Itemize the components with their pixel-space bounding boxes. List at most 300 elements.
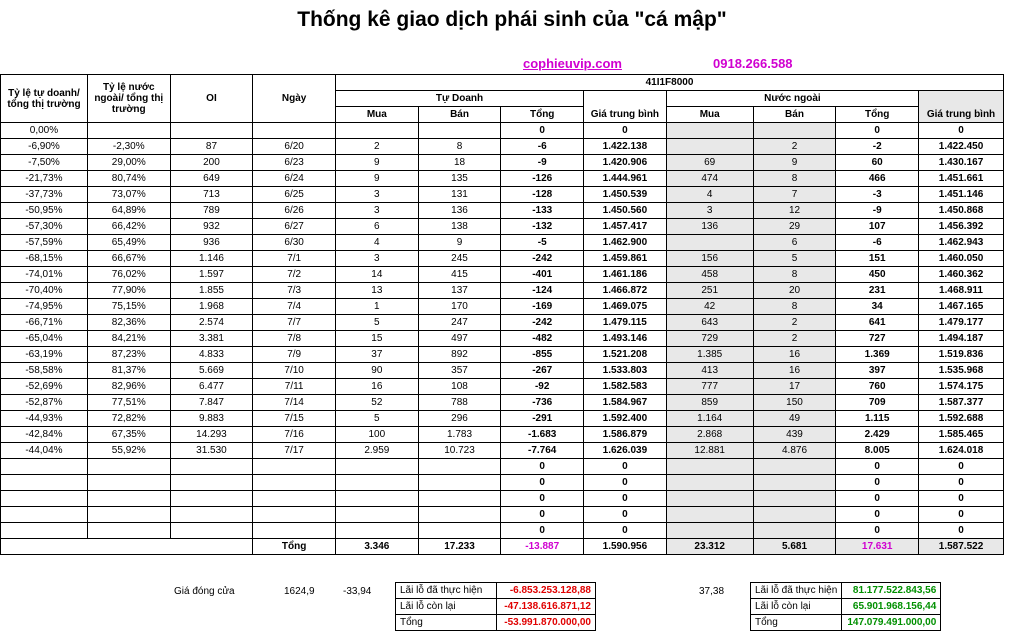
website-link[interactable]: cophieuvip.com <box>523 56 622 71</box>
cell-nn-tong: -2 <box>836 139 919 155</box>
cell-nn-ratio <box>87 523 170 539</box>
cell-nn-gia: 1.430.167 <box>919 155 1004 171</box>
cell-td-gia: 1.479.115 <box>584 315 667 331</box>
cell-td-gia: 0 <box>584 507 667 523</box>
cell-nn-ratio: 80,74% <box>87 171 170 187</box>
cell-nn-ratio: 55,92% <box>87 443 170 459</box>
trading-table <box>0 74 1004 555</box>
cell-nn-ban: 2 <box>753 315 836 331</box>
cell-td-gia: 1.586.879 <box>584 427 667 443</box>
cell-td-tong: -124 <box>501 283 584 299</box>
table-row <box>1 251 1004 267</box>
table-row <box>1 187 1004 203</box>
table-row <box>1 219 1004 235</box>
cell-oi <box>170 507 253 523</box>
cell-nn-ban <box>753 459 836 475</box>
nn-remaining-label: Lãi lỗ còn lại <box>751 599 842 615</box>
cell-oi <box>170 491 253 507</box>
cell-td-ban: 131 <box>418 187 501 203</box>
cell-td-gia: 0 <box>584 523 667 539</box>
cell-date: 7/14 <box>253 395 336 411</box>
table-row <box>1 123 1004 139</box>
header-nn-gia: Giá trung bình <box>919 107 1004 123</box>
cell-td-tong: -291 <box>501 411 584 427</box>
cell-nn-tong: 1.369 <box>836 347 919 363</box>
td-pnl-table <box>395 582 596 631</box>
cell-nn-ratio: 66,67% <box>87 251 170 267</box>
table-row <box>1 171 1004 187</box>
cell-oi: 2.574 <box>170 315 253 331</box>
td-diff: -33,94 <box>343 586 372 597</box>
cell-td-ratio: -42,84% <box>1 427 88 443</box>
cell-nn-mua: 156 <box>666 251 753 267</box>
header-nn-tong: Tổng <box>836 107 919 123</box>
cell-nn-ban: 439 <box>753 427 836 443</box>
cell-nn-tong: 34 <box>836 299 919 315</box>
cell-td-gia: 1.469.075 <box>584 299 667 315</box>
cell-td-mua: 90 <box>335 363 418 379</box>
cell-nn-mua: 1.385 <box>666 347 753 363</box>
table-row <box>1 523 1004 539</box>
cell-nn-gia: 0 <box>919 523 1004 539</box>
cell-td-tong: -169 <box>501 299 584 315</box>
cell-nn-ban: 8 <box>753 267 836 283</box>
table-row <box>1 331 1004 347</box>
cell-td-mua <box>335 507 418 523</box>
cell-td-tong: -401 <box>501 267 584 283</box>
cell-nn-ratio <box>87 475 170 491</box>
cell-nn-gia: 1.535.968 <box>919 363 1004 379</box>
cell-td-ban: 108 <box>418 379 501 395</box>
cell-td-mua: 37 <box>335 347 418 363</box>
cell-oi: 1.597 <box>170 267 253 283</box>
cell-date <box>253 123 336 139</box>
td-remaining-value: -47.138.616.871,12 <box>497 599 596 615</box>
cell-date: 7/2 <box>253 267 336 283</box>
cell-date: 7/15 <box>253 411 336 427</box>
cell-td-ban: 170 <box>418 299 501 315</box>
header-group-tu-doanh: Tự Doanh <box>335 91 583 107</box>
cell-nn-tong: 60 <box>836 155 919 171</box>
cell-oi: 1.855 <box>170 283 253 299</box>
cell-date <box>253 459 336 475</box>
cell-td-tong: -6 <box>501 139 584 155</box>
cell-td-ratio <box>1 475 88 491</box>
total-nn-mua: 23.312 <box>666 539 753 555</box>
cell-td-mua: 1 <box>335 299 418 315</box>
cell-nn-ratio <box>87 507 170 523</box>
cell-td-tong: -1.683 <box>501 427 584 443</box>
cell-oi: 200 <box>170 155 253 171</box>
nn-total-value: 147.079.491.000,00 <box>842 615 941 631</box>
cell-nn-gia: 1.624.018 <box>919 443 1004 459</box>
cell-nn-gia: 0 <box>919 459 1004 475</box>
cell-td-mua: 9 <box>335 155 418 171</box>
cell-nn-ban: 16 <box>753 347 836 363</box>
cell-oi: 4.833 <box>170 347 253 363</box>
cell-date: 6/30 <box>253 235 336 251</box>
header-tu-doanh-ratio: Tỷ lệ tự doanh/ tổng thị trường <box>1 75 88 123</box>
td-realized-label: Lãi lỗ đã thực hiện <box>396 583 497 599</box>
cell-td-gia: 1.466.872 <box>584 283 667 299</box>
cell-td-ban <box>418 123 501 139</box>
cell-nn-tong: 466 <box>836 171 919 187</box>
cell-nn-ratio: 73,07% <box>87 187 170 203</box>
cell-td-gia: 0 <box>584 459 667 475</box>
cell-td-mua: 4 <box>335 235 418 251</box>
cell-nn-gia: 1.468.911 <box>919 283 1004 299</box>
cell-nn-tong: 2.429 <box>836 427 919 443</box>
cell-td-tong: 0 <box>501 459 584 475</box>
cell-nn-gia: 1.456.392 <box>919 219 1004 235</box>
cell-td-ratio: -66,71% <box>1 315 88 331</box>
cell-td-gia: 1.626.039 <box>584 443 667 459</box>
cell-nn-tong: -3 <box>836 187 919 203</box>
cell-td-gia: 1.582.583 <box>584 379 667 395</box>
cell-td-tong: -242 <box>501 251 584 267</box>
cell-oi <box>170 123 253 139</box>
cell-nn-ratio: -2,30% <box>87 139 170 155</box>
cell-nn-tong: 727 <box>836 331 919 347</box>
total-td-gia: 1.590.956 <box>584 539 667 555</box>
cell-nn-ban: 6 <box>753 235 836 251</box>
cell-td-gia: 1.461.186 <box>584 267 667 283</box>
cell-oi <box>170 475 253 491</box>
table-row <box>1 139 1004 155</box>
cell-date: 7/8 <box>253 331 336 347</box>
cell-td-ban: 497 <box>418 331 501 347</box>
cell-td-ban: 245 <box>418 251 501 267</box>
cell-td-ratio: -74,95% <box>1 299 88 315</box>
cell-nn-ratio: 65,49% <box>87 235 170 251</box>
cell-nn-tong: 231 <box>836 283 919 299</box>
table-row <box>1 427 1004 443</box>
table-row <box>1 267 1004 283</box>
cell-td-ratio: -50,95% <box>1 203 88 219</box>
cell-td-gia: 1.521.208 <box>584 347 667 363</box>
cell-td-mua: 9 <box>335 171 418 187</box>
cell-td-tong: -92 <box>501 379 584 395</box>
cell-td-mua: 13 <box>335 283 418 299</box>
cell-nn-mua: 474 <box>666 171 753 187</box>
cell-td-mua: 52 <box>335 395 418 411</box>
cell-td-tong: 0 <box>501 491 584 507</box>
table-row <box>1 235 1004 251</box>
table-row <box>1 299 1004 315</box>
cell-oi: 87 <box>170 139 253 155</box>
cell-td-ban: 892 <box>418 347 501 363</box>
cell-nn-tong: 397 <box>836 363 919 379</box>
cell-nn-gia: 1.460.050 <box>919 251 1004 267</box>
cell-td-ratio <box>1 523 88 539</box>
cell-nn-ratio: 29,00% <box>87 155 170 171</box>
cell-td-mua: 5 <box>335 315 418 331</box>
cell-nn-gia: 1.462.943 <box>919 235 1004 251</box>
table-row <box>1 411 1004 427</box>
cell-td-ban: 788 <box>418 395 501 411</box>
cell-oi: 713 <box>170 187 253 203</box>
cell-nn-ban <box>753 491 836 507</box>
cell-nn-gia: 1.494.187 <box>919 331 1004 347</box>
cell-date <box>253 523 336 539</box>
table-row <box>1 347 1004 363</box>
cell-td-gia: 1.422.138 <box>584 139 667 155</box>
cell-nn-mua: 859 <box>666 395 753 411</box>
total-td-ban: 17.233 <box>418 539 501 555</box>
close-price-value: 1624,9 <box>284 586 315 597</box>
cell-nn-mua: 136 <box>666 219 753 235</box>
cell-td-gia: 1.462.900 <box>584 235 667 251</box>
cell-td-ratio <box>1 459 88 475</box>
cell-nn-tong: -9 <box>836 203 919 219</box>
close-price-label: Giá đóng cửa <box>174 586 235 597</box>
cell-nn-ban <box>753 475 836 491</box>
nn-diff: 37,38 <box>699 586 725 597</box>
cell-td-mua <box>335 523 418 539</box>
cell-td-ratio: -58,58% <box>1 363 88 379</box>
cell-date: 7/16 <box>253 427 336 443</box>
cell-nn-ban: 150 <box>753 395 836 411</box>
cell-nn-gia: 1.592.688 <box>919 411 1004 427</box>
cell-date: 7/7 <box>253 315 336 331</box>
cell-nn-gia: 1.587.377 <box>919 395 1004 411</box>
cell-td-gia: 1.444.961 <box>584 171 667 187</box>
total-nn-gia: 1.587.522 <box>919 539 1004 555</box>
cell-td-tong: -9 <box>501 155 584 171</box>
cell-nn-ratio: 66,42% <box>87 219 170 235</box>
table-row <box>1 459 1004 475</box>
td-total-value: -53.991.870.000,00 <box>497 615 596 631</box>
cell-nn-tong: 151 <box>836 251 919 267</box>
cell-nn-mua <box>666 475 753 491</box>
cell-td-mua: 2.959 <box>335 443 418 459</box>
cell-nn-mua <box>666 507 753 523</box>
cell-td-ban: 247 <box>418 315 501 331</box>
cell-td-ratio: -74,01% <box>1 267 88 283</box>
cell-td-tong: -128 <box>501 187 584 203</box>
cell-td-gia: 1.592.400 <box>584 411 667 427</box>
cell-nn-mua <box>666 123 753 139</box>
cell-nn-tong: 760 <box>836 379 919 395</box>
cell-nn-mua: 42 <box>666 299 753 315</box>
td-total-label: Tổng <box>396 615 497 631</box>
cell-nn-tong: 0 <box>836 123 919 139</box>
cell-date: 7/1 <box>253 251 336 267</box>
cell-nn-ban: 8 <box>753 299 836 315</box>
cell-oi: 7.847 <box>170 395 253 411</box>
cell-nn-mua: 777 <box>666 379 753 395</box>
total-nn-ban: 5.681 <box>753 539 836 555</box>
cell-nn-tong: 0 <box>836 507 919 523</box>
cell-nn-ratio: 72,82% <box>87 411 170 427</box>
cell-td-gia: 0 <box>584 123 667 139</box>
cell-td-mua <box>335 123 418 139</box>
cell-oi: 31.530 <box>170 443 253 459</box>
cell-td-ratio: -65,04% <box>1 331 88 347</box>
cell-nn-mua: 4 <box>666 187 753 203</box>
cell-td-gia: 0 <box>584 491 667 507</box>
cell-td-ban: 1.783 <box>418 427 501 443</box>
cell-td-tong: -736 <box>501 395 584 411</box>
cell-nn-gia: 0 <box>919 475 1004 491</box>
cell-nn-mua <box>666 139 753 155</box>
cell-td-ratio <box>1 507 88 523</box>
cell-td-ban: 8 <box>418 139 501 155</box>
header-group-nuoc-ngoai: Nước ngoài <box>666 91 918 107</box>
cell-td-tong: -132 <box>501 219 584 235</box>
cell-td-gia: 1.584.967 <box>584 395 667 411</box>
cell-td-mua <box>335 475 418 491</box>
cell-nn-mua: 251 <box>666 283 753 299</box>
cell-td-gia: 1.533.803 <box>584 363 667 379</box>
cell-nn-tong: 8.005 <box>836 443 919 459</box>
header-td-gia: Giá trung bình <box>584 107 667 123</box>
table-row <box>1 491 1004 507</box>
table-row <box>1 155 1004 171</box>
cell-date: 7/9 <box>253 347 336 363</box>
header-date: Ngày <box>253 75 336 123</box>
cell-oi <box>170 459 253 475</box>
cell-nn-ban: 5 <box>753 251 836 267</box>
cell-td-ban: 136 <box>418 203 501 219</box>
cell-td-tong: -482 <box>501 331 584 347</box>
cell-oi: 14.293 <box>170 427 253 443</box>
cell-td-ratio: 0,00% <box>1 123 88 139</box>
cell-td-ban <box>418 475 501 491</box>
cell-td-ratio <box>1 491 88 507</box>
total-label: Tổng <box>253 539 336 555</box>
cell-oi: 936 <box>170 235 253 251</box>
cell-nn-tong: 107 <box>836 219 919 235</box>
cell-nn-tong: 709 <box>836 395 919 411</box>
cell-td-ratio: -7,50% <box>1 155 88 171</box>
cell-td-mua: 16 <box>335 379 418 395</box>
cell-nn-ban: 17 <box>753 379 836 395</box>
cell-nn-ratio <box>87 491 170 507</box>
cell-date: 6/25 <box>253 187 336 203</box>
cell-nn-ratio <box>87 459 170 475</box>
cell-nn-tong: 0 <box>836 475 919 491</box>
cell-date: 6/27 <box>253 219 336 235</box>
cell-td-mua: 3 <box>335 251 418 267</box>
cell-td-ban: 357 <box>418 363 501 379</box>
cell-td-ban: 9 <box>418 235 501 251</box>
cell-td-ban: 415 <box>418 267 501 283</box>
cell-td-ratio: -44,93% <box>1 411 88 427</box>
header-nn-ban: Bán <box>753 107 836 123</box>
table-row <box>1 315 1004 331</box>
cell-td-ratio: -44,04% <box>1 443 88 459</box>
nn-realized-label: Lãi lỗ đã thực hiện <box>751 583 842 599</box>
cell-oi: 789 <box>170 203 253 219</box>
cell-td-ratio: -68,15% <box>1 251 88 267</box>
cell-td-tong: -5 <box>501 235 584 251</box>
cell-date <box>253 475 336 491</box>
cell-oi: 1.968 <box>170 299 253 315</box>
cell-td-ban <box>418 507 501 523</box>
cell-nn-ban: 49 <box>753 411 836 427</box>
table-row <box>1 379 1004 395</box>
cell-nn-ban: 8 <box>753 171 836 187</box>
cell-td-mua: 5 <box>335 411 418 427</box>
cell-nn-ban: 4.876 <box>753 443 836 459</box>
table-row <box>1 395 1004 411</box>
table-row <box>1 475 1004 491</box>
td-realized-value: -6.853.253.128,88 <box>497 583 596 599</box>
cell-nn-gia: 1.451.146 <box>919 187 1004 203</box>
cell-td-tong: -855 <box>501 347 584 363</box>
cell-td-ratio: -57,59% <box>1 235 88 251</box>
cell-date: 7/4 <box>253 299 336 315</box>
cell-oi: 9.883 <box>170 411 253 427</box>
cell-date: 6/20 <box>253 139 336 155</box>
cell-td-gia: 1.457.417 <box>584 219 667 235</box>
cell-nn-ban: 16 <box>753 363 836 379</box>
cell-date <box>253 507 336 523</box>
cell-td-mua: 3 <box>335 203 418 219</box>
cell-nn-tong: 0 <box>836 459 919 475</box>
cell-nn-mua <box>666 235 753 251</box>
cell-td-gia: 0 <box>584 475 667 491</box>
cell-td-tong: 0 <box>501 523 584 539</box>
cell-td-ratio: -6,90% <box>1 139 88 155</box>
cell-nn-ban <box>753 507 836 523</box>
cell-nn-tong: 0 <box>836 491 919 507</box>
cell-td-ban: 18 <box>418 155 501 171</box>
cell-nn-mua: 1.164 <box>666 411 753 427</box>
table-row <box>1 283 1004 299</box>
cell-td-mua: 3 <box>335 187 418 203</box>
cell-td-gia: 1.450.560 <box>584 203 667 219</box>
cell-oi: 932 <box>170 219 253 235</box>
cell-td-tong: -126 <box>501 171 584 187</box>
cell-nn-ban: 20 <box>753 283 836 299</box>
nn-pnl-table <box>750 582 941 631</box>
cell-td-ratio: -57,30% <box>1 219 88 235</box>
cell-nn-mua: 3 <box>666 203 753 219</box>
cell-td-ratio: -52,69% <box>1 379 88 395</box>
cell-nn-ban: 7 <box>753 187 836 203</box>
cell-td-ban <box>418 523 501 539</box>
cell-td-tong: -7.764 <box>501 443 584 459</box>
cell-nn-ratio: 87,23% <box>87 347 170 363</box>
cell-nn-ban: 12 <box>753 203 836 219</box>
cell-nn-gia: 1.422.450 <box>919 139 1004 155</box>
cell-td-tong: -133 <box>501 203 584 219</box>
table-row <box>1 363 1004 379</box>
cell-date: 7/10 <box>253 363 336 379</box>
total-nn-tong: 17.631 <box>836 539 919 555</box>
cell-nn-gia: 1.450.868 <box>919 203 1004 219</box>
cell-nn-ratio: 82,96% <box>87 379 170 395</box>
nn-remaining-value: 65.901.968.156,44 <box>842 599 941 615</box>
cell-td-mua: 6 <box>335 219 418 235</box>
cell-oi <box>170 523 253 539</box>
cell-nn-mua: 643 <box>666 315 753 331</box>
table-row <box>1 203 1004 219</box>
header-contract: 41I1F8000 <box>335 75 1003 91</box>
cell-nn-mua: 458 <box>666 267 753 283</box>
cell-td-mua <box>335 459 418 475</box>
cell-nn-tong: 641 <box>836 315 919 331</box>
cell-nn-mua: 729 <box>666 331 753 347</box>
cell-nn-tong: 450 <box>836 267 919 283</box>
cell-td-tong: -242 <box>501 315 584 331</box>
cell-date: 6/24 <box>253 171 336 187</box>
header-td-ban: Bán <box>418 107 501 123</box>
cell-nn-gia: 1.460.362 <box>919 267 1004 283</box>
cell-date: 6/23 <box>253 155 336 171</box>
